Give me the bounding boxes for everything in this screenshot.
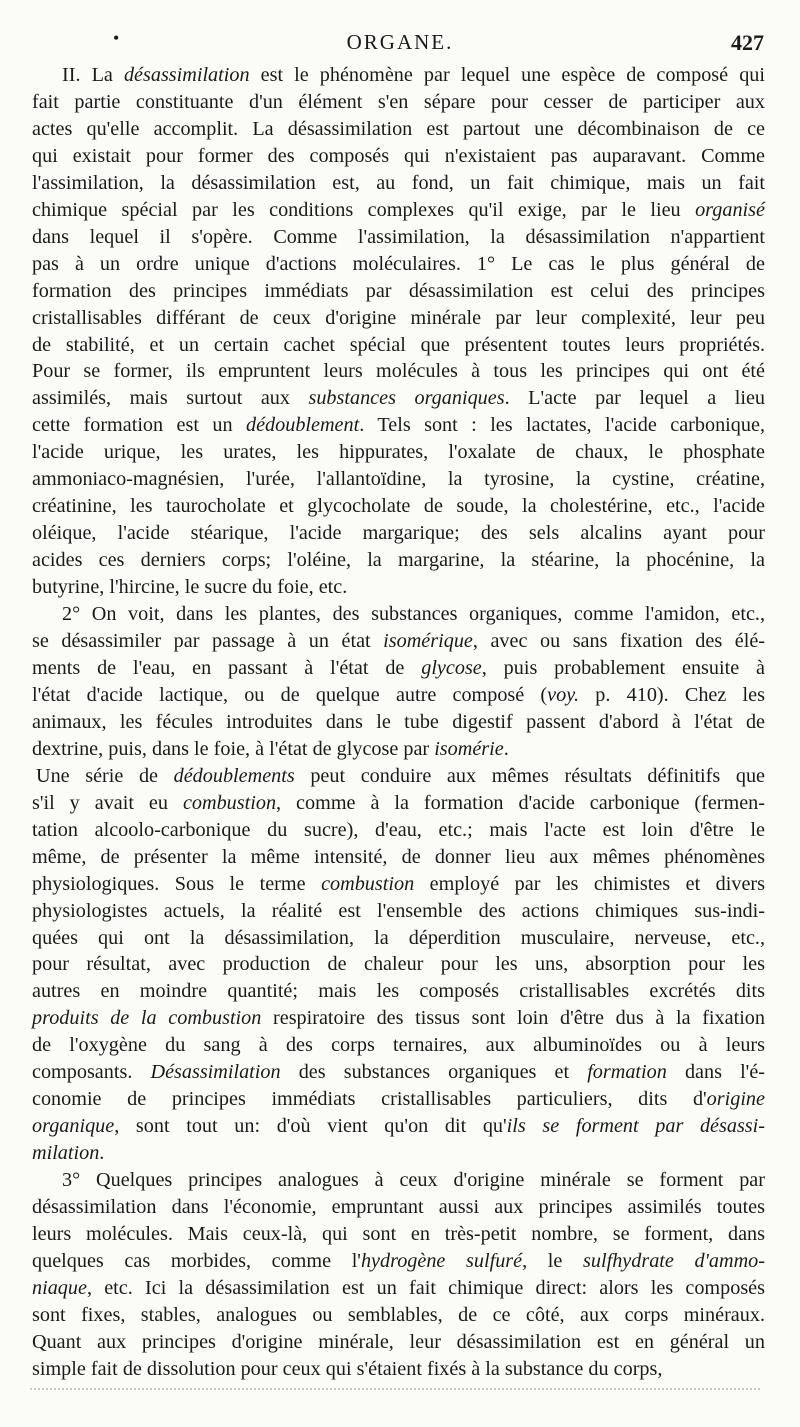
footer-rule xyxy=(30,1388,760,1392)
text-line: ments de l'eau, en passant à l'état de glycose, puis probablement ensuite à xyxy=(32,656,765,679)
text-line: qui existait pour former des composés qui n'existaient pas auparavant. Comme xyxy=(32,144,765,167)
text-line: quées qui ont la désassimilation, la déperdition musculaire, nerveuse, etc., xyxy=(32,926,765,949)
text-line: acides ces derniers corps; l'oléine, la margarine, la stéarine, la phocénine, la xyxy=(32,549,765,572)
text-line: même, de présenter la même intensité, de donner lieu aux mêmes phénomènes xyxy=(32,845,765,868)
header-marker: • xyxy=(113,28,120,48)
italic-term: Désassimilation xyxy=(150,1061,281,1084)
italic-term: milation xyxy=(32,1142,100,1165)
text-line: conomie de principes immédiats cristallisables particuliers, dits d'origine xyxy=(32,1088,765,1111)
text-line: désassimilation dans l'économie, empruntant aussi aux principes assimilés toutes xyxy=(32,1196,765,1219)
text-line: l'acide urique, les urates, les hippurates, l'oxalate de chaux, le phosphate xyxy=(32,441,765,464)
italic-term: niaque xyxy=(32,1276,87,1299)
text-line: cristallisables différant de ceux d'origine minérale par leur complexité, leur peu xyxy=(32,306,765,329)
italic-term: organique xyxy=(32,1115,115,1138)
text-line: animaux, les fécules introduites dans le tube digestif passent d'abord à l'état de xyxy=(32,710,765,733)
text-line: 3° Quelques principes analogues à ceux d'origine minérale se forment par xyxy=(62,1169,765,1192)
text-line: composants. Désassimilation des substances organiques et formation dans l'é- xyxy=(32,1061,766,1084)
page-number: 427 xyxy=(731,30,764,55)
text-line: organique, sont tout un: d'où vient qu'on dit qu'ils se forment par désassi- xyxy=(32,1115,765,1138)
italic-term: dédoublements xyxy=(173,764,295,787)
italic-term: substances organiques xyxy=(308,387,505,410)
text-line: l'état d'acide lactique, ou de quelque autre composé (voy. p. 410). Chez les xyxy=(32,683,765,706)
text-line: niaque, etc. Ici la désassimilation est un fait chimique direct: alors les composés xyxy=(32,1276,765,1299)
text-line: Une série de dédoublements peut conduire aux mêmes résultats définitifs que xyxy=(36,764,765,787)
text-line: leurs molécules. Mais ceux-là, qui sont en très-petit nombre, se forment, dans xyxy=(32,1222,765,1245)
text-line: butyrine, l'hircine, le sucre du foie, etc. xyxy=(32,576,348,599)
italic-term: glycose xyxy=(421,656,482,679)
italic-term: origine xyxy=(706,1088,765,1111)
text-line: ammoniaco-magnésien, l'urée, l'allantoïdine, la tyrosine, la cystine, créatine, xyxy=(32,468,765,491)
italic-term: isomérie xyxy=(434,737,504,760)
text-line: se désassimiler par passage à un état isomérique, avec ou sans fixation des élé- xyxy=(32,630,765,653)
italic-term: formation xyxy=(587,1061,667,1084)
text-line: autres en moindre quantité; mais les composés cristallisables excrétés dits xyxy=(32,980,765,1003)
italic-term: ils se forment par désassi- xyxy=(506,1115,765,1138)
text-line: sont fixes, stables, analogues ou semblables, de ce côté, aux corps minéraux. xyxy=(32,1303,765,1326)
text-line: II. La désassimilation est le phénomène par lequel une espèce de composé qui xyxy=(62,64,765,86)
text-line: cette formation est un dédoublement. Tels sont : les lactates, l'acide carbonique, xyxy=(32,414,765,437)
text-line: formation des principes immédiats par désassimilation est celui des principes xyxy=(32,279,765,302)
text-line: oléique, l'acide stéarique, l'acide margarique; des sels alcalins ayant pour xyxy=(32,522,765,545)
italic-term: voy. xyxy=(547,683,580,706)
italic-term: produits de la combustion xyxy=(32,1007,262,1030)
text-line: simple fait de dissolution pour ceux qui s'étaient fixés à la substance du corps, xyxy=(32,1357,663,1380)
text-line: de stabilité, et un certain cachet spécial que présentent toutes leurs propriétés. xyxy=(32,333,765,356)
text-line: assimilés, mais surtout aux substances organiques. L'acte par lequel a lieu xyxy=(32,387,765,410)
text-line: s'il y avait eu combustion, comme à la formation d'acide carbonique (fermen- xyxy=(32,791,765,814)
italic-term: hydrogène sulfuré xyxy=(360,1249,523,1272)
text-line: milation. xyxy=(32,1142,105,1165)
text-line: pour résultat, avec production de chaleur pour les uns, absorption pour les xyxy=(32,953,765,976)
italic-term: isomérique xyxy=(383,630,473,653)
italic-term: sulfhydrate d'ammo- xyxy=(583,1249,765,1272)
text-line: physiologistes actuels, la réalité est l'ensemble des actions chimiques sus-indi- xyxy=(32,899,765,922)
text-line: de l'oxygène du sang à des corps ternaires, aux albuminoïdes ou à leurs xyxy=(32,1034,765,1057)
text-line: physiologiques. Sous le terme combustion employé par les chimistes et divers xyxy=(32,872,766,895)
text-line: 2° On voit, dans les plantes, des substances organiques, comme l'amidon, etc., xyxy=(62,603,765,626)
text-line: actes qu'elle accomplit. La désassimilation est partout une décombinaison de ce xyxy=(32,117,765,140)
running-header xyxy=(0,30,800,60)
text-line: chimique spécial par les conditions complexes qu'il exige, par le lieu organisé xyxy=(32,198,765,221)
text-line: Quant aux principes d'origine minérale, leur désassimilation est en général un xyxy=(32,1330,765,1353)
text-line: fait partie constituante d'un élément s'en sépare pour cesser de participer aux xyxy=(32,90,765,113)
running-title: ORGANE. xyxy=(346,30,454,54)
italic-term: combustion xyxy=(321,872,415,895)
italic-term: dédoublement xyxy=(245,414,360,437)
text-line: pas à un ordre unique d'actions moléculaires. 1° Le cas le plus général de xyxy=(32,252,765,275)
text-body xyxy=(32,62,765,1383)
text-line: Pour se former, ils empruntent leurs molécules à tous les principes qui ont été xyxy=(32,360,765,383)
text-line: dans lequel il s'opère. Comme l'assimilation, la désassimilation n'appartient xyxy=(32,225,765,248)
italic-term: organisé xyxy=(695,198,765,221)
text-line: dextrine, puis, dans le foie, à l'état de glycose par isomérie. xyxy=(32,737,509,760)
italic-term: combustion xyxy=(182,791,277,814)
text-line: produits de la combustion respiratoire des tissus sont loin d'être dus à la fixation xyxy=(32,1007,765,1030)
text-line: tation alcoolo-carbonique du sucre), d'eau, etc.; mais l'acte est loin d'être le xyxy=(32,818,765,841)
text-line: créatinine, les taurocholate et glycocholate de soude, la cholestérine, etc., l'acide xyxy=(32,495,765,518)
text-line: l'assimilation, la désassimilation est, au fond, un fait chimique, mais un fait xyxy=(32,171,765,194)
text-line: quelques cas morbides, comme l'hydrogène sulfuré, le sulfhydrate d'ammo- xyxy=(32,1249,765,1272)
italic-term: désassimilation xyxy=(123,64,250,86)
